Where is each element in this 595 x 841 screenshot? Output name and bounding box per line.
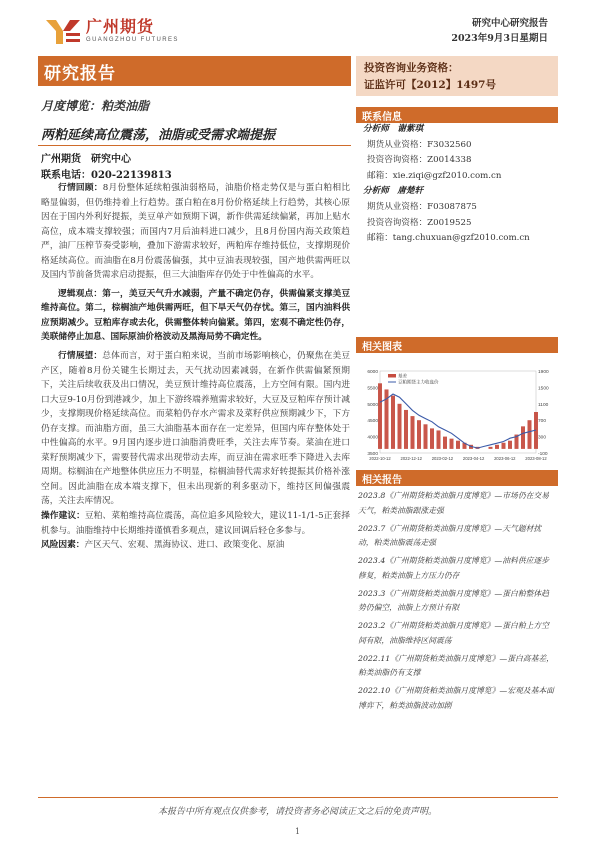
logo-mark-icon xyxy=(44,16,82,46)
analyst-1-name: 分析师 谢紫琪 xyxy=(363,124,424,134)
y-right-tick-label: 700 xyxy=(538,419,547,425)
legend-swatch-basis xyxy=(388,374,396,378)
y-right-tick-label: 300 xyxy=(538,435,547,441)
report-headline: 两粕延续高位震荡，油脂或受需求端提振 xyxy=(41,128,276,143)
contact-heading-bar xyxy=(356,107,558,123)
x-tick-label: 2022-12-12 xyxy=(400,456,422,461)
analyst-2-name: 分析师 唐楚轩 xyxy=(363,186,424,197)
strategy-text: 豆粕、菜粕维持高位震荡，高位追多风险较大，建议11-1/1-5正套择机参与。油脂维持中长期维持谨慎看多观点，建议回调后轻仓多参与。 xyxy=(41,511,351,536)
basis-bar xyxy=(450,439,454,449)
logo-en: GUANGZHOU FUTURES xyxy=(86,37,179,43)
page-title: 研究报告 xyxy=(44,64,116,84)
legend-label-price: 豆粕期货主力收盘价 xyxy=(398,380,439,386)
y-left-tick-label: 3500 xyxy=(367,452,378,457)
analyst-2-email[interactable]: 邮箱：tang.chuxuan@gzf2010.com.cn xyxy=(367,233,530,244)
risk-label: 风险因素： xyxy=(41,540,85,551)
qualification-line2: 证监许可【2012】1497号 xyxy=(364,79,496,91)
risk-text: 产区天气、宏观、黑海协议、进口、政策变化、原油 xyxy=(84,540,285,551)
basis-bar xyxy=(391,396,395,449)
logic-paragraph xyxy=(41,287,350,345)
x-tick-label: 2023-02-12 xyxy=(431,456,454,461)
logo-cn: 广州期货 xyxy=(86,17,155,36)
report-date: 2023年9月3日星期日 xyxy=(451,33,548,44)
basis-bar xyxy=(489,447,493,449)
review-label: 行情回顾： xyxy=(58,183,103,193)
basis-bar xyxy=(430,428,434,449)
y-left-tick-label: 5000 xyxy=(367,402,378,408)
disclaimer: 本报告中所有观点仅供参考，请投资者务必阅读正文之后的免责声明。 xyxy=(157,807,437,817)
y-left-tick-label: 5500 xyxy=(367,386,378,392)
basis-bar xyxy=(456,441,460,449)
related-report-item[interactable]: 2022.10《广州期货粕类油脂月度博览》—宏观及基本面博弈下，粕类油脂波动加剧 xyxy=(358,686,554,710)
basis-bar xyxy=(398,404,402,449)
reports-heading: 相关报告 xyxy=(362,475,402,486)
footer-divider xyxy=(38,797,558,798)
basis-bar xyxy=(411,416,415,449)
org-name: 广州期货 研究中心 xyxy=(41,154,131,165)
basis-bar xyxy=(417,420,421,449)
logic-label: 逻辑观点： xyxy=(58,288,103,299)
x-tick-label: 2022-10-12 xyxy=(369,456,391,461)
chart-heading-bar xyxy=(356,337,558,353)
related-report-item[interactable]: 2023.2《广州期货粕类油脂月度博览》—蛋白粕上方空间有限，油脂维持区间震荡 xyxy=(358,621,550,645)
basis-bar xyxy=(521,426,525,449)
title-bar xyxy=(38,56,351,86)
basis-bar xyxy=(502,443,506,449)
contact-phone: 联系电话：020-22139813 xyxy=(41,170,172,181)
analyst-1-license: 期货从业资格：F3032560 xyxy=(367,139,472,150)
basis-bar xyxy=(495,445,499,449)
contact-heading: 联系信息 xyxy=(362,112,402,123)
analyst-1-email[interactable]: 邮箱：xie.ziqi@gzf2010.com.cn xyxy=(367,170,502,181)
basis-bar xyxy=(424,424,428,449)
review-text: 8月份整体延续粕强油弱格局，油脂价格走势仅是与蛋白粕相比略显偏弱，但仍维持着上行趋势。蛋白粕在8月份价格延续上行趋势，其核心原因在于国内外利好提振，美豆单产如预期下调，新作供需延续偏紧，再加上贴水高位，成本端支撑较强；而国内7月后油料进口减少，且8月份国内海关政策趋严，油厂压榨节奏受影响，叠加下游需求较好，两粕库存维持低位，支撑期现价格延续高位。而油脂在8月份震荡偏强，其中豆油表现较强，国产地供需两旺以及国内节前备货需求启动提振，但三大油脂库存仍处于中性偏高的水平。 xyxy=(41,183,351,281)
y-left-tick-label: 4000 xyxy=(367,435,378,441)
y-right-tick-label: 1900 xyxy=(538,370,549,375)
basis-bar xyxy=(508,441,512,449)
y-left-tick-label: 6000 xyxy=(367,370,378,375)
y-right-tick-label: 1100 xyxy=(538,402,549,408)
title-divider xyxy=(38,145,351,146)
x-tick-label: 2023-08-12 xyxy=(525,456,547,461)
related-reports-list xyxy=(358,489,554,717)
main-body xyxy=(41,181,350,553)
report-category: 月度博览：粕类油脂 xyxy=(41,99,150,113)
qualification-box xyxy=(356,56,558,96)
x-tick-label: 2023-06-12 xyxy=(494,456,516,461)
basis-bar xyxy=(437,430,441,448)
y-right-tick-label: 1500 xyxy=(538,386,549,392)
analyst-2-license: 期货从业资格：F03087875 xyxy=(367,201,477,212)
contact-info xyxy=(363,122,558,247)
reports-heading-bar xyxy=(356,470,558,486)
outlook-label: 行情展望： xyxy=(58,351,103,362)
legend-label-basis: 基差 xyxy=(398,374,407,380)
outlook-paragraph xyxy=(41,349,350,509)
y-right-tick-label: -100 xyxy=(538,452,548,457)
basis-bar xyxy=(443,437,447,449)
x-tick-label: 2023-04-12 xyxy=(462,456,485,461)
basis-bar xyxy=(528,420,532,449)
related-report-item[interactable]: 2023.7《广州期货粕类油脂月度博览》—天气题材扰动，粕类油脂震荡走强 xyxy=(358,523,542,548)
company-logo xyxy=(44,16,179,46)
logic-text: 第一，美豆天气升水减弱，产量不确定仍存，供需偏紧支撑美豆维持高位。第二，棕榈油产地供需两旺，但下旱天气仍存忧。第三，国内油料供应预期减少。豆粕库存或去化，供需整体转向偏紧。第四，宏观不确定性仍存，美联储停止加息、国际原油价格波动及黑海局势不确定性。 xyxy=(41,288,351,343)
y-left-tick-label: 4500 xyxy=(367,419,378,425)
price-line xyxy=(380,394,536,448)
report-type: 研究中心研究报告 xyxy=(471,18,548,29)
strategy-label: 操作建议： xyxy=(41,511,85,522)
basis-bar xyxy=(378,383,382,449)
outlook-text: 总体而言，对于蛋白粕来说，当前市场影响核心，仍聚焦在美豆产区，随着8月份关键生长期过去，天气扰动因素减弱，在新作供需偏紧预期下，关注后续收获及出口情况，美豆预计维持高位震荡，上方空间有限。国内进口大豆9-10月份到港减少，加上下游终端养殖需求较好，大豆及豆粕库存预计减少，支撑期现价格延续高位。而菜粕仍存水产需求及菜籽供应预期减少下，下方仍存支撑。而油脂方面，虽三大油脂基本面存在一定差异，但国内库存整体处于中性偏高的水平。9月国内逐步进口油脂消费旺季，关注去库节奏。菜油在进口菜籽预期减少下，需要替代需求出现带动去库，而豆油在需求旺季下降进入去库周期。棕榈油在产地整体供应压力不明显，棕榈油替代需求好转提振其价格补涨空间。因此油脂在成本端支撑下，但未出现新的利多驱动下，维持区间偏强震荡，关注去库情况。 xyxy=(41,351,351,507)
risk-paragraph xyxy=(41,538,350,553)
related-report-item[interactable]: 2023.4《广州期货粕类油脂月度博览》—油料供应逐步修复，粕类油脂上方压力仍存 xyxy=(358,556,550,580)
qualification-line1: 投资咨询业务资格： xyxy=(364,62,459,74)
analyst-2-advisory: 投资咨询资格：Z0019525 xyxy=(367,217,472,228)
related-report-item[interactable]: 2023.3《广州期货粕类油脂月度博览》—蛋白粕整体趋势仍偏空，油脂上方预计有限 xyxy=(358,588,550,613)
chart-heading: 相关图表 xyxy=(362,342,402,353)
analyst-1-advisory: 投资咨询资格：Z0014338 xyxy=(367,155,472,166)
related-report-item[interactable]: 2023.8《广州期货粕类油脂月度博览》—市场仍在交易天气，粕类油脂跟涨走强 xyxy=(358,491,550,515)
review-paragraph xyxy=(41,181,350,283)
basis-bar xyxy=(404,410,408,449)
header-meta xyxy=(451,16,548,46)
related-report-item[interactable]: 2022.11《广州期货粕类油脂月度博览》—蛋白高基差，粕类油脂仍有支撑 xyxy=(358,653,554,678)
page-number: 1 xyxy=(294,827,301,836)
strategy-paragraph xyxy=(41,509,350,538)
basis-price-chart xyxy=(358,365,558,470)
